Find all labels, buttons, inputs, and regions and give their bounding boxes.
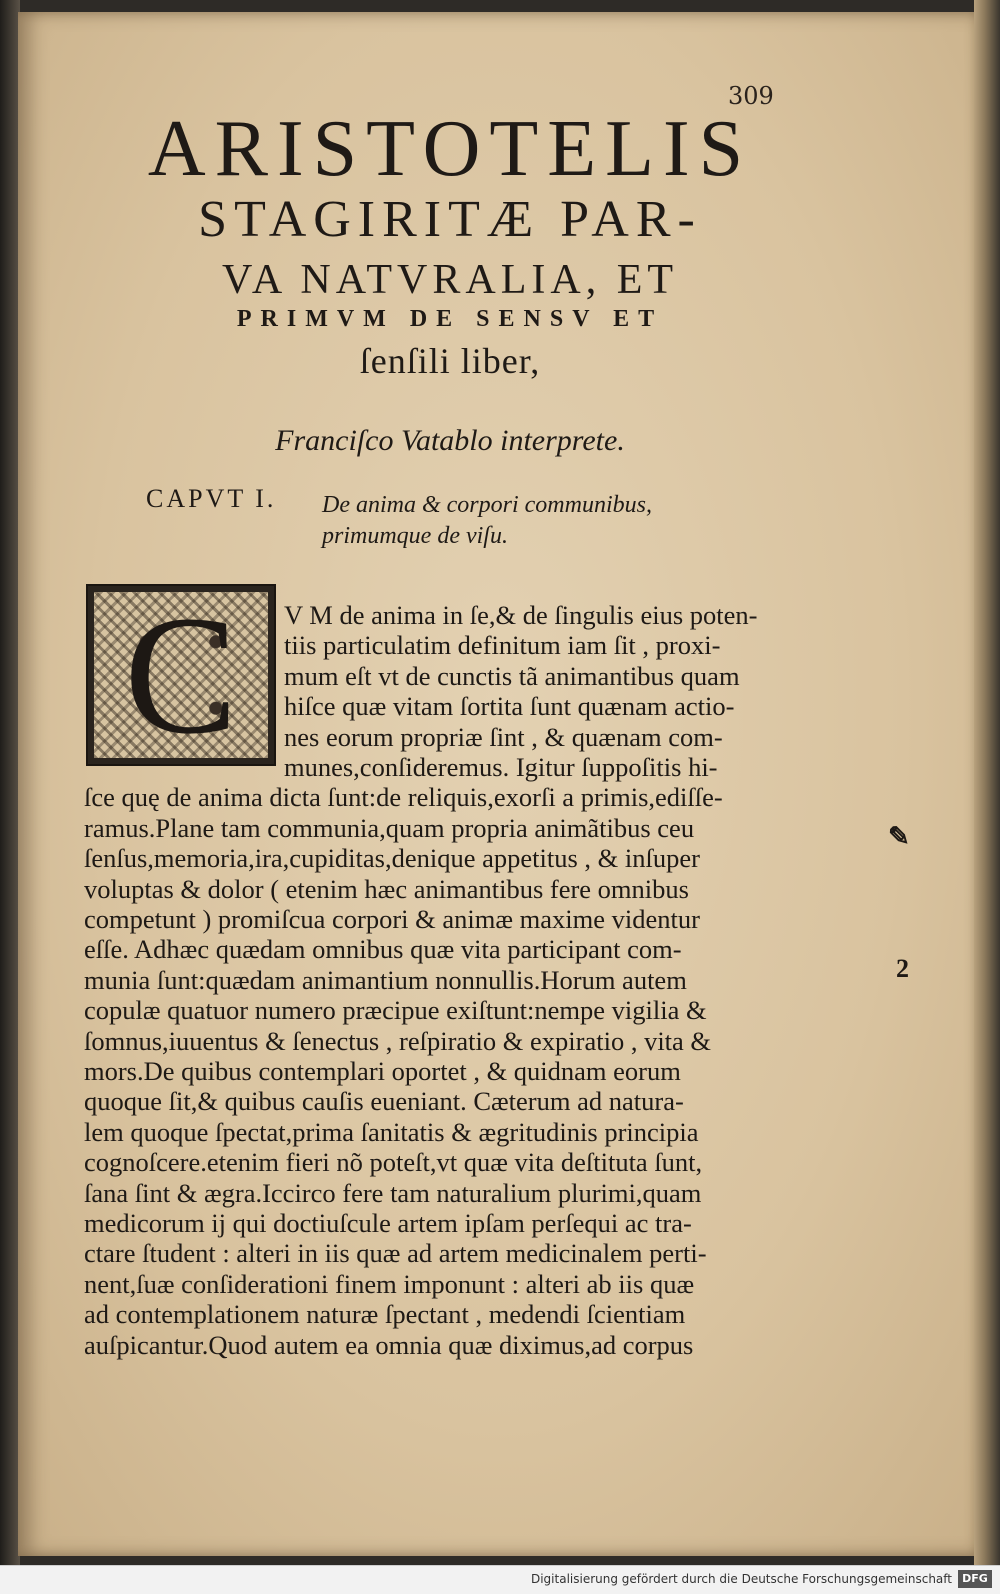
- body-line: nes eorum propriæ ſint , & quænam com-: [284, 721, 723, 752]
- body-line: ſce quę de anima dicta ſunt:de reliquis,exorſi a primis,ediſſe-: [84, 782, 723, 813]
- body-line: cognoſcere.etenim fieri nõ poteſt,vt quæ vita deſtituta ſunt,: [84, 1147, 703, 1178]
- chapter-rubric-line-2: primumque de viſu.: [322, 523, 508, 549]
- title-line-1: ARISTOTELIS: [147, 105, 753, 193]
- body-line: ctare ſtudent : alteri in iis quæ ad artem medicinalem perti-: [84, 1238, 707, 1269]
- body-line: nent,ſuæ conſiderationi finem imponunt : alteri ab iis quæ: [84, 1268, 695, 1299]
- dfg-logo: DFG: [958, 1570, 992, 1588]
- decorated-initial: [86, 581, 276, 769]
- body-line: ramus.Plane tam communia,quam propria animãtibus ceu: [84, 812, 695, 843]
- body-line: V M de anima in ſe,& de ſingulis eius poten-: [284, 600, 758, 630]
- title-line-5: ſenſili liber,: [359, 341, 541, 381]
- body-line: lem quoque ſpectat,prima ſanitatis & ægritudinis principia: [84, 1116, 699, 1147]
- footer-text: Digitalisierung gefördert durch die Deutsche Forschungsgemeinschaft: [530, 1572, 952, 1586]
- margin-mark: ✎: [888, 822, 910, 851]
- initial-letter: C: [124, 581, 238, 769]
- body-line: voluptas & dolor ( etenim hæc animantibus fere omnibus: [84, 873, 689, 904]
- body-line: tiis particulatim definitum iam ſit , proxi-: [284, 630, 721, 661]
- footer-bar: [0, 1565, 1000, 1594]
- body-line: competunt ) promiſcua corpori & animæ maxime videntur: [84, 904, 700, 934]
- body-line: munes,conſideremus. Igitur ſuppoſitis hi-: [284, 752, 718, 782]
- book-spine-edge: [0, 0, 20, 1566]
- page-fore-edge: [974, 0, 1000, 1566]
- body-line: munia ſunt:quædam animantium nonnullis.Horum autem: [84, 964, 687, 995]
- body-line: medicorum ij qui doctiuſcule artem ipſam perſequi ac tra-: [84, 1208, 692, 1238]
- body-line: mors.De quibus contemplari oportet , & quidnam eorum: [84, 1056, 681, 1086]
- body-line: ad contemplationem naturæ ſpectant , medendi ſcientiam: [84, 1299, 686, 1330]
- body-line: ſenſus,memoria,ira,cupiditas,denique appetitus , & inſuper: [84, 843, 700, 874]
- body-line: ſomnus,iuuentus & ſenectus , reſpiratio & expiratio , vita &: [84, 1025, 712, 1056]
- chapter-rubric-line-1: De anima & corpori communibus,: [322, 492, 652, 518]
- body-line: eſſe. Adhæc quædam omnibus quæ vita participant com-: [84, 934, 682, 965]
- body-line: auſpicantur.Quod autem ea omnia quæ diximus,ad corpus: [84, 1329, 694, 1360]
- page-number: 309: [728, 82, 774, 110]
- margin-note: 2: [896, 954, 909, 983]
- body-line: ſana ſint & ægra.Iccirco fere tam naturalium plurimi,quam: [84, 1177, 702, 1208]
- body-line: hiſce quæ vitam ſortita ſunt quænam actio-: [284, 691, 735, 722]
- title-line-2: STAGIRITÆ PAR-: [198, 191, 702, 248]
- body-line: mum eſt vt de cunctis tã animantibus quam: [284, 660, 740, 691]
- body-line: copulæ quatuor numero præcipue exiſtunt:nempe vigilia &: [84, 995, 707, 1026]
- interpreter-line: Franciſco Vatablo interprete.: [275, 424, 625, 457]
- body-line: quoque ſit,& quibus cauſis eueniant. Cæterum ad natura-: [84, 1086, 684, 1117]
- title-line-3: VA NATVRALIA, ET: [221, 257, 679, 303]
- chapter-label: CAPVT I.: [146, 484, 277, 513]
- title-line-4: PRIMVM DE SENSV ET: [236, 306, 664, 332]
